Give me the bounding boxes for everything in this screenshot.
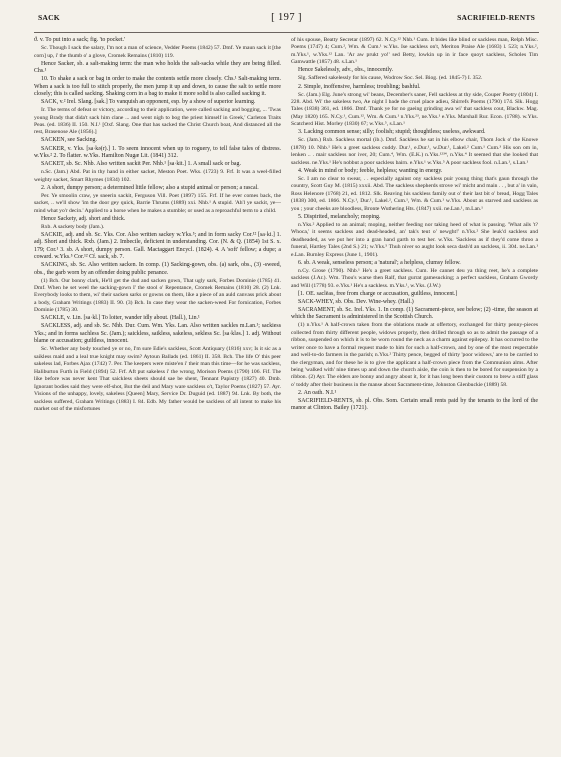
left-column [34,37,281,414]
dictionary-entry-paragraph: of his spouse, Beatty Secretar (1897) 62. N.Cy.¹² Nhb.¹ Cum. It bides like blind or sackless man, Relph Misc. Poems (1747) 4; Cum.², Wm. & Cum.¹ w.Yks. Ise sackless on't, Meriton Praise Ale (1683) l. 523; n.Yks.², m.Yks.¹, w.Yks.¹² Lan. 'Ar aw prukt yo!' sed Betty, lowkin up in ir face quoyt sackless, Scholes Tim Gamwattle (1857) 48. s.Lan.¹ [291,37,538,66]
dictionary-entry-paragraph: (1) n.Yks.¹ A half-crown taken from the oblations made at offertory, exchanged for thirty penny-pieces collected from thirty different people, widows properly, then drilled through so as to admit the passage of a ribbon, suspended on which it is to be worn round the neck as a charm against epilepsy. It has occurred to the writer once to have a formal request made to him for such a half-crown, and by one of the most respectable and well-to-do farmers in the parish; n.Yks.² Thirty pence, begged of thirty 'poor widows,' are to be carried to the clergyman, and for these he is to give the applicant a half-crown piece from the Communion alms. After being 'walked with' nine times up and down the church aisle, the coin is then to be bored for suspension by a ribbon. (2) Ayr. The elders are bonny and angry about it, for it has long been their custom to brew a stiff glass o' toddy after their business in the manse about Sacrament-time, Johnston Glenbuckie (1889) 58. [291,322,538,388]
dictionary-entry-paragraph: [1. OE. saclēas, free from charge or accusation, guiltless, innocent.] [298,290,458,297]
dictionary-entry-paragraph: Hence Sakelessly, adv., obs., innocently. [298,67,394,74]
dictionary-entry-paragraph: SACKIE, adj. and sb. Sc. Yks. Cor. Also written sackey w.Yks.⁵; and in form sacky Cor.¹² [sa·ki.] 1. adj. Short and thick. Rxb. (Jam.) 2. Imbecile, deficient in understanding. Cor. (N. & Q. (1854) 1st S. x. 179; Cor.¹ 3. sb. A short, dumpy person. Gall. Mactaggart Encycl. (1824). 4. A 'soft' fellow; a dupe; a coward. w.Yks.⁵ Cor.¹² Cf. sack, sb. 7. [34,231,281,260]
dictionary-entry-paragraph: n.Sc. (Jam.) Abd. Pat in thy hand in either sacket, Meston Poet. Wks. (1723) 9. Frf. It was a weel-filled weighty sacket, Smart Rhymes (1834) 102. [34,169,281,183]
dictionary-entry-paragraph: SACKLE, v. Lin. [sa·kl.] To loiter, wander idly about. (Hall.), Lin.¹ [41,315,200,322]
dictionary-entry-paragraph: 10. To shake a sack or bag in order to make the contents settle more closely. Chs.¹ Salt-making term. When a sack is too full to stitch properly, the men jump it up and down, to cause the salt to settle more closely; this is called sacking. Shaking corn in a bag to make it more solid is also called sacking it. [34,76,281,97]
dictionary-entry-paragraph: n.Yks.² Applied to an animal; moping, neither feeding nor taking heed of what is passing. 'What ails 't? Whoca,' it seems sackless and dead-headed, an' tak's teut o' newght!' n.Yks.² She leuk'd sackless and deadheaded, as we put her into a gran hand garth to test her. w.Yks. 'Sackless as if they'd come throo a funeral, Hartley Tales (2nd S.) 21; w.Yks.⁵ Thuh niver so aught look seca dash'd an sackless, ii. 304. ne.Lan.¹ e.Lan. Burnley Express (June 1, 1901). [291,221,538,258]
dictionary-entry-paragraph: SACKEN, see Sacking. [41,137,97,144]
dictionary-entry-paragraph: SACKING, sb. Sc. Also written sacken. In comp. (1) Sacking-gown, obs. (a) sark, obs., (3) -sweed, obs., the garb worn by an offender doing public penance. [34,262,281,276]
two-column-body [34,37,539,414]
dictionary-entry-paragraph: SACRAMENT, sb. Sc. Irel. Yks. 1. In comp. (1) Sacrament-piece, see below; (2) -time, the season at which the Sacrament is administered in the Scottish Church. [291,306,538,321]
page-header [34,12,539,33]
dictionary-page [34,12,539,747]
page-number: [ 197 ] [271,12,302,23]
dictionary-entry-paragraph: 3. Lacking common sense; silly; foolish; stupid; thoughtless; useless, awkward. [298,129,486,136]
dictionary-entry-paragraph: SACK, v.² Irel. Slang. [sak.] To vanquish an opponent, esp. by a show of superior learning. [41,99,256,105]
header-left-headword: SACK [38,13,60,22]
dictionary-entry-paragraph: 4. Weak in mind or body; feeble, helpless; wanting in energy. [298,167,443,174]
dictionary-entry-paragraph: Ir. The terms of defeat or victory, according to their application, were called sacking and bogging, ... 'Twas young Brady that dida't sack him clane ... and went nigh to bog the priest himself in Greek,' Carleton Traits Peas. (ed. 1836) II. 150. N.I.¹ [Oxf. Slang. One that has sacked the Christ Church boat, And distanced all the rest, Brasenose Ale (1856).] [34,107,281,136]
dictionary-entry-paragraph: SACKLESS, adj. and sb. Sc. Nhb. Dur. Cum. Wm. Yks. Lan. Also written sackles m.Lan.¹; sackiess Yks.; and in forms sachless Sc. (Jam.); saickless, saikless, sakeless, sekless Sc. [sa·kləs.] 1. adj. Without blame or accusation; guiltless, innocent. [34,323,281,345]
dictionary-entry-paragraph: 2. An oath. N.I.¹ [298,389,337,396]
dictionary-entry-paragraph: SACK-WHEY, sb. Obs. Dev. Wine-whey. (Hall.) [298,298,414,305]
dictionary-entry-paragraph: 2. Simple, inoffensive, harmless; troubling; bashful. [298,83,421,90]
dictionary-entry-paragraph: Sc. I am no clear to swear, . . especially against ony sackless puir young thing that's gaun through the country, Scott Guy M. (1815) xxxii. Abd. The sackless shepherds strove wi' micht and main . . , but a' in vain, Ross Helenore (1768) 21, ed. 1812. Slk. Reaving his sackless family out o' their last bit o' bread, Hogg Tales (1838) 300, ed. 1866. N.Cy.¹, Dur.¹, Lakel.², Cum.¹, Wm. & Cum.¹ w.Yks. About as starved and sackless as you ; your cheeks are bloodless, Bronte Wuthering Hts. (1847) xxii. ne.Lan.¹, m.Lan.¹ [291,175,538,212]
dictionary-entry-paragraph: Sc. Though I sack the salary, I'm not a man of science, Vedder Poems (1842) 57. Dmf. Ye maun sack it [the corn] up, i' the thumb o' a glove, Cromek Remains (1810) 119. [34,45,281,59]
dictionary-entry-paragraph: Sc. Whether any body touched ye or no, I'm sure Edie's sackless, Scott Antiquary (1816) xxv; Is it sic as a saikless maid and a leal true knight may swim? Aytoun Ballads (ed. 1861) II. 358. Bch. The life O' this peer sakeless lad, Forbes Ajax (1742) 7. Per. The keepers were miste'en i' their man this time—for he was sackless, Haliburton Furth in Field (1894) 52. Frf. Aft put sakeless i' the wrong, Morison Poems (1790) 106. Fif. The like before was never kent That saickless sheets should sae be shent, Tennant Papistry (1827) 40. Dmb. Ignorant bodies said they were elf-shot, But the deil and Mary ware sackless o't, Taylor Poems (1827) 57. Ayr. Visions of the unhappy, lovely, sakeless [Queen] Mary, Service Dr. Duguid (ed. 1887) 94. Lnk. By both, the sackless suffered, Graham Writings (1883) I. 84. Edb. My father would be sackless of all intent to make his market out of the misfortunes [34,346,281,413]
dictionary-entry-paragraph: Sc. (Jam.) Elg. June's strong wi' beans, December's saner, Fell sackless at thy side, Couper Poetry (1804) I. 228. Abd. Wi' the sakeless two, Ae night I bade the cruel place adieu, Shirrefs Poems (1790) 174. Slk. Hogg Tales (1838) 361, ed. 1866. Dmf. Thank ye for no gaeing grinding awa wi' that sackless cout, Blackw. Mag. (May 1820) 165. N.Cy.¹, Cum.¹², Wm. & Cum.¹ n.Yks.²³, ne.Yks.¹ e.Yks. Marshall Rur. Econ. (1788). w.Yks. Scatcherd Hist. Morley (1830) 67; w.Yks.⁵, s.Lan.¹ [291,91,538,128]
dictionary-entry-paragraph: Rxb. A sackety body (Jam.). [41,223,105,230]
dictionary-entry-paragraph: Per. Ye smoolin craw, ye sneerin sackit, Ferguson Vill. Poet (1897) 155. Frf. If he ever comes back, the sacket, .. we'll show 'im the door gey quick, Barrie Thrums (1889) xxi. Nhb.¹ A stupid. 'Ah'l ye sackit, ye—mind what yo'r decin.' Applied to a horse when he makes a stumble; or used as a reproachful term to a child. [34,192,281,214]
dictionary-entry-paragraph: SACKET, sb. Sc. Nhb. Also written sackit Per. Nhb.¹ [sa·kit.] 1. A small sack or bag. [41,161,241,167]
dictionary-entry-paragraph: 2. A short, dumpy person; a determined little fellow; also a stupid animal or person; a rascal. [41,184,259,191]
dictionary-entry-paragraph: 5. Dispirited, melancholy; moping. [298,213,381,220]
dictionary-entry-paragraph: Hence Sackety, adj. short and thick. [41,215,126,222]
dictionary-entry-paragraph: ϑ. v. To put into a sack; fig. 'to pocket.' [34,37,126,43]
dictionary-entry-paragraph: 6. sb. A weak, senseless person; a 'natural'; a helpless, clumsy fellow. [298,259,461,266]
dictionary-entry-paragraph: Sc. (Jam.) Rxb. Sackless mortal (ib.). Dmf. Sackless he sat in his elbow chair, Thom Jock o' the Knowe (1878) 10. Nhb.¹ He's a greet sackless cuddy. Dur.¹, e.Dur.¹, w.Dur.¹, Lakel.² Cum.¹ Cum.³ His son om in, lenken .. . mair sackless nor iver, 20; Cum.⁴, Wm. (E.K.) n.Yks.¹²³⁴, n.Yks.⁴ It seemed that she looked that sackless. ne.Yks.¹ He's nobbut a poor sackless bairn. e.Yks.¹ w.Yks.⁵ A poor sackless fool. n.Lan.¹, s.Lan.¹ [291,137,538,166]
right-column [291,37,538,414]
dictionary-entry-paragraph: Slg. Saffered sakelessly for his cause, Wodrow Soc. Sel. Biog. (ed. 1845-7) I. 352. [298,75,483,82]
header-right-headword: SACRIFIELD-RENTS [457,13,536,22]
dictionary-entry-paragraph: (1) Bch. Our bonny clark, He'll get the dud and sacken gown, That ugly sark, Forbes Dominie (1785) 41. Dmf. When he set weel the sacking-gown I' the stool o' Repentance, Cromek Remains (1810) 28. (2) Lnk. Everybody looks to them, wi' their sacken sarks or gowns on them, like a piece of an auld canvass prick about a body, Graham Writings (1883) II. 90. (3) Bch. In case they wear the sacken-weed For fornication, Forbes Dominie (1785) 30. [34,277,281,314]
dictionary-entry-paragraph: SACRIFIELD-RENTS, sb. pl. Obs. Som. Certain small rents paid by the tenants to the lord of the manor at Clinton. Bailey (1721). [291,397,538,412]
dictionary-entry-paragraph: SACKER, v. Yks. [sa·kə(r).] 1. To seem innocent when up to roguery, to tell false tales of distress. w.Yks.² 2. To flatter. w.Yks. Hamilton Nugæ Lit. (1841) 312. [34,145,281,159]
dictionary-entry-paragraph: n.Cy. Grose (1790). Nhb.¹ He's a greet sackless. Cum. He cannet deu ya thing reet, he's a complete sackless (J.Ar.). Wm. Thou's warse then Ralf, that gurrat gamesucking; a perfect sackless, Graham Gwordy and Will (1778) 93. e.Yks.¹ He's a sackless. m.Yks.¹, w.Yks. (J.W.) [291,267,538,289]
dictionary-entry-paragraph: Hence Sacker, sb. a salt-making term: the man who holds the salt-sacks while they are being filled. Chs.¹ [34,60,281,74]
